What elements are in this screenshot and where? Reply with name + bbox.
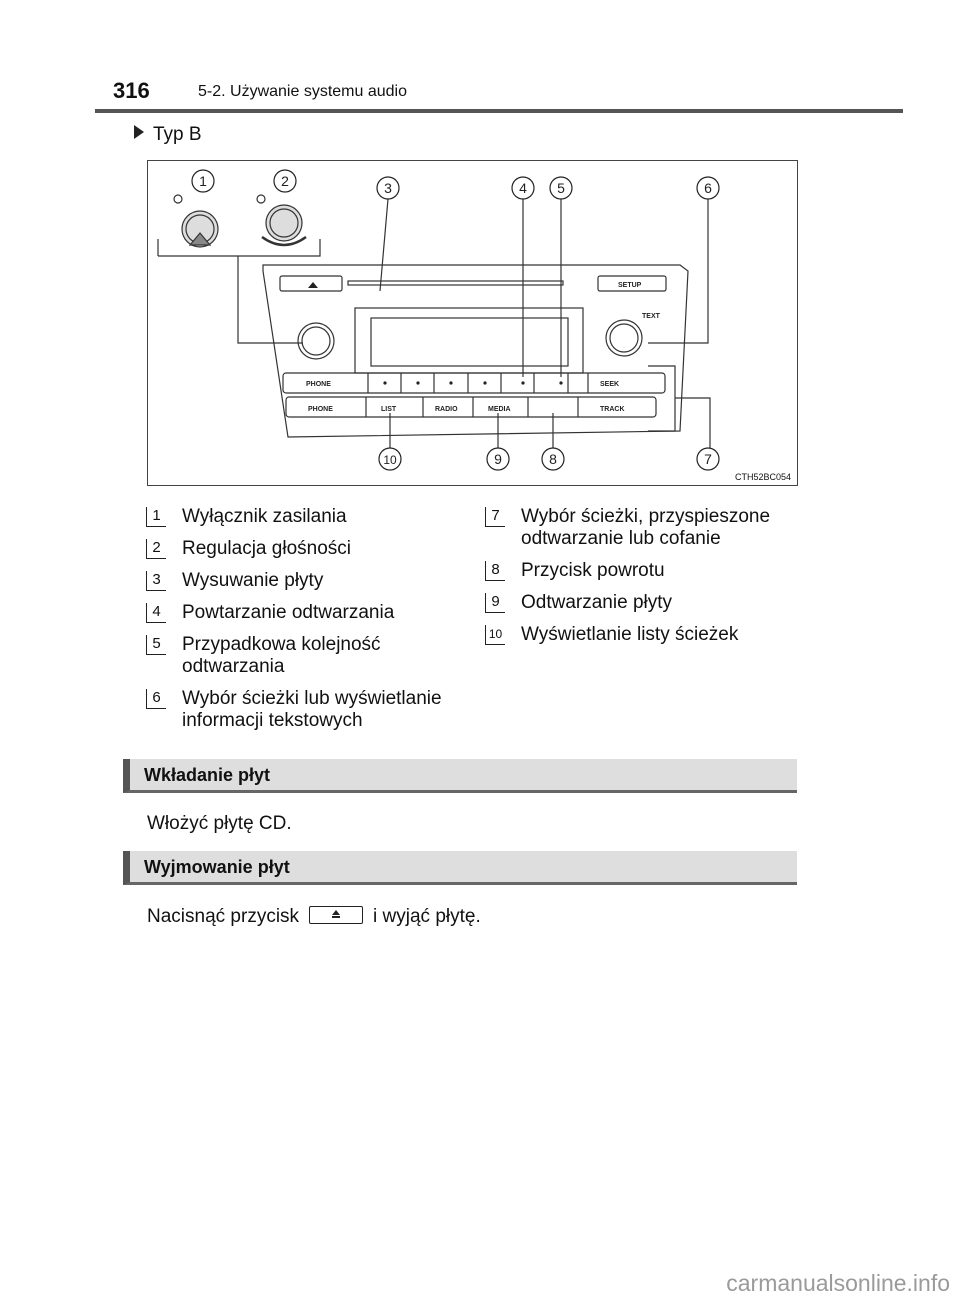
- callout-4: 4: [519, 180, 527, 196]
- phone-button-label-2: PHONE: [308, 406, 333, 413]
- legend-item: [146, 538, 466, 560]
- legend-item: [146, 688, 466, 732]
- callout-7: 7: [704, 451, 712, 467]
- callout-8: 8: [549, 451, 557, 467]
- heading-ejecting-discs: [123, 851, 797, 885]
- callout-1: 1: [199, 173, 207, 189]
- heading-text: Wkładanie płyt: [144, 765, 271, 785]
- callout-2: 2: [281, 173, 289, 189]
- callout-6: 6: [704, 180, 712, 196]
- legend-text: Wybór ścieżki, przyspieszone odtwarzanie lub cofanie: [521, 506, 771, 549]
- heading-text: Wyjmowanie płyt: [144, 857, 290, 877]
- legend-number: 3: [146, 571, 166, 591]
- page-number: 316: [113, 78, 150, 103]
- legend-item: [146, 570, 466, 592]
- legend-item: [146, 634, 466, 678]
- legend-number: 10: [485, 625, 505, 645]
- watermark: carmanualsonline.info: [726, 1270, 950, 1296]
- legend-text: Wyłącznik zasilania: [182, 506, 347, 527]
- inserting-discs-text: Włożyć płytę CD.: [147, 813, 292, 834]
- ejecting-text-after: i wyjąć płytę.: [373, 906, 481, 927]
- radio-button-label: RADIO: [435, 406, 458, 413]
- legend-number: 7: [485, 507, 505, 527]
- type-label: [134, 124, 202, 146]
- text-knob-label: TEXT: [642, 313, 660, 320]
- seek-button-label: SEEK: [600, 381, 620, 388]
- audio-unit-figure: [147, 160, 798, 486]
- legend-number: 5: [146, 635, 166, 655]
- legend-text: Regulacja głośności: [182, 538, 351, 559]
- eject-button-icon: [309, 906, 363, 924]
- ejecting-text-before: Nacisnąć przycisk: [147, 906, 300, 927]
- figure-code: CTH52BC054: [734, 472, 791, 482]
- legend-item: [485, 506, 805, 550]
- legend-text: Wyświetlanie listy ścieżek: [521, 624, 739, 645]
- callout-9: 9: [494, 451, 502, 467]
- legend-text: Wysuwanie płyty: [182, 570, 324, 591]
- section-title: 5-2. Używanie systemu audio: [198, 83, 407, 100]
- callout-3: 3: [384, 180, 392, 196]
- legend-text: Przypadkowa kolejność odtwarzania: [182, 634, 381, 677]
- legend-left-column: [146, 506, 466, 742]
- track-button-label: TRACK: [600, 406, 625, 413]
- legend-item: [485, 592, 805, 614]
- type-label-text: Typ B: [153, 124, 202, 145]
- ejecting-discs-text: [147, 906, 481, 928]
- heading-inserting-discs: [123, 759, 797, 793]
- legend-number: 6: [146, 689, 166, 709]
- triangle-bullet-icon: [134, 125, 144, 139]
- list-button-label: LIST: [381, 406, 397, 413]
- audio-unit-drawing: [148, 161, 799, 487]
- legend-number: 4: [146, 603, 166, 623]
- header-rule: [95, 109, 903, 113]
- legend-number: 8: [485, 561, 505, 581]
- setup-button-label: SETUP: [618, 282, 642, 289]
- media-button-label: MEDIA: [488, 406, 511, 413]
- legend-text: Odtwarzanie płyty: [521, 592, 673, 613]
- legend-number: 1: [146, 507, 166, 527]
- legend-item: [485, 624, 805, 646]
- legend-item: [485, 560, 805, 582]
- legend-number: 2: [146, 539, 166, 559]
- legend-number: 9: [485, 593, 505, 613]
- legend-text: Przycisk powrotu: [521, 560, 665, 581]
- callout-5: 5: [557, 180, 565, 196]
- callout-10: 10: [383, 453, 397, 467]
- legend-right-column: [485, 506, 805, 656]
- legend-text: Wybór ścieżki lub wyświetlanie informacji tekstowych: [182, 688, 442, 731]
- phone-button-label: PHONE: [306, 381, 331, 388]
- legend-text: Powtarzanie odtwarzania: [182, 602, 395, 623]
- legend-item: [146, 506, 466, 528]
- legend-item: [146, 602, 466, 624]
